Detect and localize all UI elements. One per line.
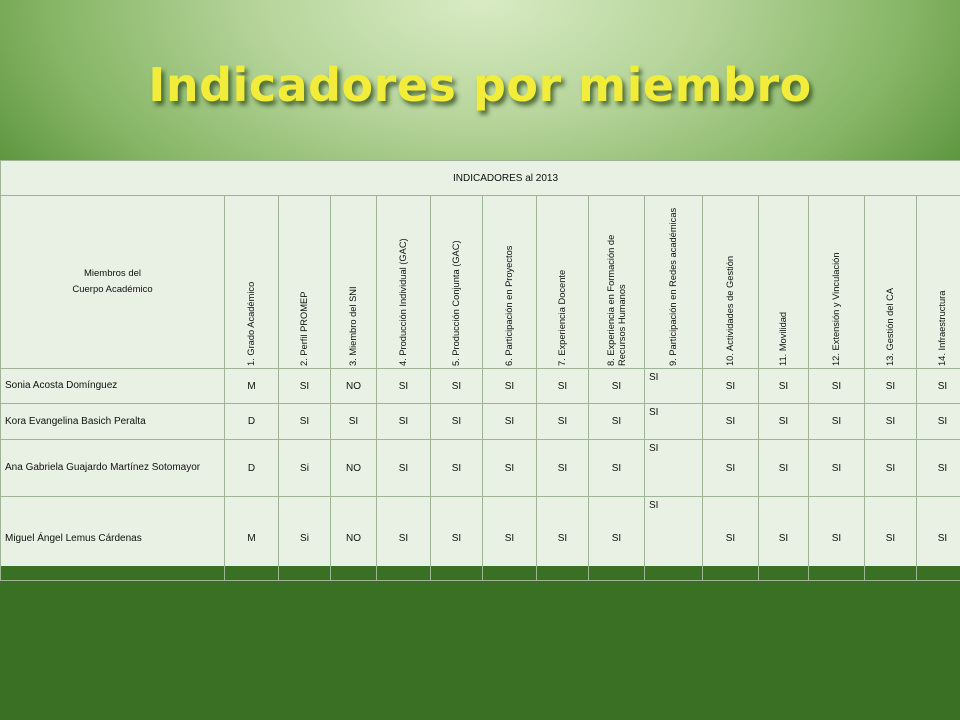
indicator-header (645, 196, 703, 369)
indicator-header (809, 196, 865, 369)
value-cell: SI (645, 440, 703, 497)
value-cell: SI (431, 497, 483, 581)
indicator-label: 10. Actividades de Gestión (725, 255, 735, 366)
value-cell: SI (917, 404, 960, 440)
indicator-label: 2. Perfil PROMEP (299, 291, 309, 366)
value-cell: SI (865, 369, 917, 404)
value-cell: SI (377, 497, 431, 581)
value-cell: SI (703, 440, 759, 497)
value-cell: SI (483, 369, 537, 404)
indicator-header (279, 196, 331, 369)
value-cell: SI (703, 497, 759, 581)
value-cell: NO (331, 440, 377, 497)
value-cell: D (225, 404, 279, 440)
value-cell: SI (703, 404, 759, 440)
value-cell: SI (865, 440, 917, 497)
value-cell: SI (809, 404, 865, 440)
member-name: Ana Gabriela Guajardo Martínez Sotomayor (1, 440, 225, 497)
value-cell: SI (279, 404, 331, 440)
value-cell: SI (377, 404, 431, 440)
value-cell: SI (589, 440, 645, 497)
indicator-header (759, 196, 809, 369)
indicator-label: 6. Participación en Proyectos (504, 245, 514, 366)
value-cell: SI (483, 497, 537, 581)
value-cell: NO (331, 497, 377, 581)
value-cell: SI (331, 404, 377, 440)
value-cell: SI (589, 404, 645, 440)
value-cell: SI (279, 369, 331, 404)
value-cell: SI (645, 497, 703, 581)
indicator-label: 14. Infraestructura (937, 290, 947, 366)
value-cell: SI (865, 404, 917, 440)
indicator-header (703, 196, 759, 369)
value-cell: SI (589, 497, 645, 581)
value-cell: SI (537, 497, 589, 581)
indicator-label: 5. Producción Conjunta (GAC) (451, 240, 461, 366)
indicators-table (0, 160, 960, 581)
indicator-header (865, 196, 917, 369)
value-cell: SI (537, 369, 589, 404)
member-header-line2: Cuerpo Académico (72, 284, 153, 295)
indicators-table-container (0, 160, 960, 566)
value-cell: NO (331, 369, 377, 404)
member-header (1, 196, 225, 369)
value-cell: SI (759, 440, 809, 497)
indicator-header (589, 196, 645, 369)
indicator-label: 4. Producción Individual (GAC) (398, 238, 408, 366)
indicator-label: 12. Extensión y Vinculación (831, 252, 841, 366)
table-row (1, 369, 960, 404)
indicator-label: 9. Participación en Redes académicas (668, 207, 678, 366)
member-name: Miguel Ángel Lemus Cárdenas (1, 497, 225, 581)
indicator-label: 11. Movilidad (778, 311, 788, 366)
value-cell: SI (759, 369, 809, 404)
value-cell: M (225, 369, 279, 404)
member-name: Sonia Acosta Domínguez (1, 369, 225, 404)
value-cell: SI (589, 369, 645, 404)
value-cell: SI (537, 404, 589, 440)
value-cell: SI (917, 497, 960, 581)
value-cell: SI (809, 440, 865, 497)
value-cell: Si (279, 440, 331, 497)
indicator-header (431, 196, 483, 369)
table-caption: INDICADORES al 2013 (1, 161, 960, 196)
indicator-header (537, 196, 589, 369)
value-cell: SI (483, 440, 537, 497)
value-cell: SI (431, 440, 483, 497)
value-cell: SI (917, 369, 960, 404)
value-cell: SI (865, 497, 917, 581)
value-cell: SI (431, 404, 483, 440)
indicator-label: 3. Miembro del SNI (348, 286, 358, 366)
value-cell: SI (809, 369, 865, 404)
indicator-label: 13. Gestión del CA (885, 287, 895, 366)
value-cell: SI (759, 497, 809, 581)
value-cell: SI (645, 369, 703, 404)
indicator-header (917, 196, 960, 369)
value-cell: Si (279, 497, 331, 581)
indicator-label: 1. Grado Académico (246, 281, 256, 366)
indicator-header (331, 196, 377, 369)
indicator-header (377, 196, 431, 369)
member-header-line1: Miembros del (83, 268, 142, 279)
table-row (1, 497, 960, 581)
value-cell: D (225, 440, 279, 497)
value-cell: SI (645, 404, 703, 440)
value-cell: SI (483, 404, 537, 440)
value-cell: SI (431, 369, 483, 404)
indicator-header (225, 196, 279, 369)
value-cell: SI (377, 369, 431, 404)
value-cell: SI (377, 440, 431, 497)
indicator-label: 7. Experiencia Docente (557, 269, 567, 366)
member-name: Kora Evangelina Basich Peralta (1, 404, 225, 440)
page-title: Indicadores por miembro (148, 58, 812, 112)
value-cell: M (225, 497, 279, 581)
table-row (1, 440, 960, 497)
value-cell: SI (917, 440, 960, 497)
table-row (1, 404, 960, 440)
indicator-header (483, 196, 537, 369)
value-cell: SI (537, 440, 589, 497)
value-cell: SI (809, 497, 865, 581)
value-cell: SI (759, 404, 809, 440)
value-cell: SI (703, 369, 759, 404)
indicator-label: 8. Experiencia en Formación de Recursos Humanos (605, 234, 627, 366)
